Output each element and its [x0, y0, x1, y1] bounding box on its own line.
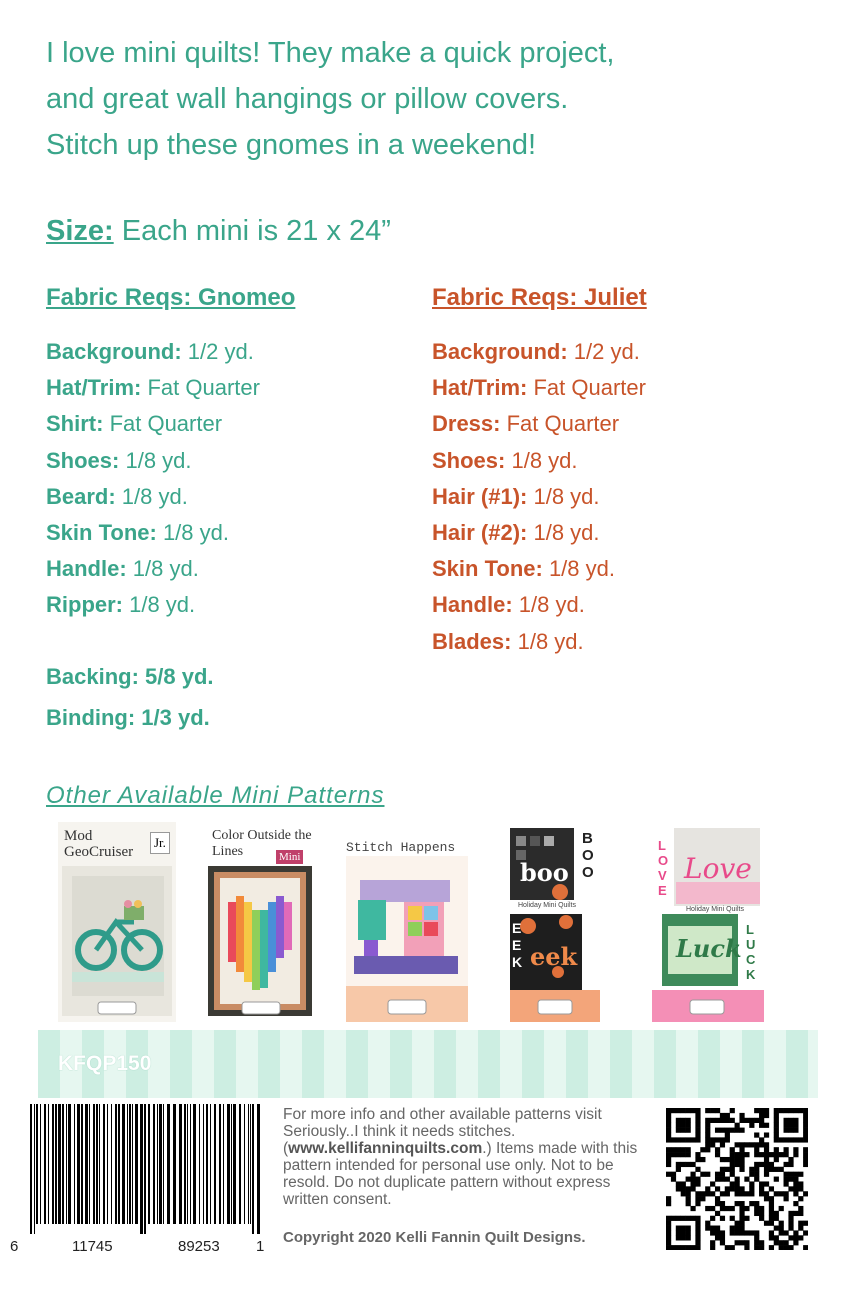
backing-binding [46, 656, 214, 738]
pattern-info [283, 1106, 653, 1208]
backing-req: Backing: 5/8 yd. [46, 664, 214, 689]
req-value: 1/2 yd. [181, 339, 254, 364]
intro-line: and great wall hangings or pillow covers. [46, 83, 569, 115]
gnomeo-fabric-reqs [46, 280, 295, 624]
req-value: 1/8 yd. [115, 483, 188, 509]
req-item [432, 370, 647, 406]
req-label: Background: [432, 339, 568, 364]
info-text: For more info and other available patterns visit Seriously..I think it needs stitches. ( [283, 1106, 602, 1157]
product-code-band [38, 1030, 818, 1098]
req-value: 1/2 yd. [567, 339, 640, 364]
req-label: Ripper: [46, 592, 123, 618]
product-code: KFQP150 [58, 1052, 152, 1075]
intro-text [46, 30, 826, 168]
boo-side-letters: BOO [582, 830, 594, 881]
req-value: 1/8 yd. [527, 520, 600, 546]
luck-side-letters: LUCK [746, 922, 756, 982]
req-item [46, 551, 295, 587]
holiday-subtitle: Holiday Mini Quilts [686, 906, 744, 913]
pattern-thumbnails [58, 822, 768, 1022]
barcode-digit: 11745 [72, 1238, 113, 1255]
req-item [432, 479, 647, 515]
req-item [432, 443, 647, 479]
req-label: Skin Tone: [432, 556, 543, 582]
req-item [432, 334, 647, 370]
req-label: Shoes: [432, 447, 506, 473]
size-label: Size: [46, 215, 114, 247]
req-item [432, 587, 647, 623]
pattern-title: Stitch Happens [346, 840, 456, 855]
eek-word: eek [530, 942, 578, 971]
gnomeo-title: Fabric Reqs: Gnomeo [46, 284, 296, 311]
barcode-digit: 6 [10, 1238, 19, 1255]
req-value: Fat Quarter [103, 411, 223, 437]
pattern-badge: Mini [276, 850, 303, 864]
req-label: Shirt: [46, 411, 104, 437]
req-label: Handle: [432, 592, 513, 618]
pattern-thumb-mod-geocruiser[interactable] [58, 822, 176, 1022]
pattern-badge: Jr. [150, 832, 170, 854]
req-item [432, 624, 647, 660]
req-value: 1/8 yd. [527, 483, 600, 509]
req-value: Fat Quarter [527, 375, 646, 401]
req-label: Hat/Trim: [46, 375, 142, 401]
qr-code[interactable] [666, 1108, 808, 1250]
req-item [46, 587, 295, 623]
size-text: Each mini is 21 x 24” [113, 215, 391, 247]
req-item [46, 406, 295, 442]
boo-word: boo [520, 858, 569, 887]
intro-line: Stitch up these gnomes in a weekend! [46, 129, 537, 161]
pattern-thumb-love-luck[interactable] [652, 822, 764, 1022]
binding-req: Binding: 1/3 yd. [46, 705, 210, 730]
intro-line: I love mini quilts! They make a quick project, [46, 37, 615, 69]
love-word: Love [684, 852, 752, 885]
req-item [432, 515, 647, 551]
req-label: Hair (#2): [432, 520, 528, 546]
req-item [46, 443, 295, 479]
req-value: 1/8 yd. [505, 447, 578, 473]
barcode-digit: 89253 [178, 1238, 220, 1255]
barcode-bars [26, 1104, 266, 1234]
barcode [26, 1104, 266, 1264]
req-value: 1/8 yd. [542, 556, 615, 582]
req-item [432, 551, 647, 587]
req-label: Background: [46, 339, 182, 364]
req-label: Beard: [46, 483, 116, 509]
juliet-title: Fabric Reqs: Juliet [432, 284, 647, 311]
pattern-title: Color Outside the Lines [212, 828, 312, 859]
luck-word: Luck [676, 934, 742, 963]
req-item [46, 370, 295, 406]
req-value: 1/8 yd. [123, 592, 196, 618]
req-label: Skin Tone: [46, 520, 157, 546]
req-value: Fat Quarter [500, 411, 620, 437]
req-item [46, 515, 295, 551]
website-link[interactable]: www.kellifanninquilts.com [288, 1140, 483, 1157]
info-text: .) Items made with this pattern intended for personal use only. Not to be resold. Do not duplicate pattern without express written consent. [283, 1140, 638, 1208]
req-value: 1/8 yd. [511, 628, 584, 654]
req-value: 1/8 yd. [126, 556, 199, 582]
pattern-thumb-stitch-happens[interactable] [344, 822, 470, 1022]
req-item [432, 406, 647, 442]
req-label: Hair (#1): [432, 483, 528, 509]
eek-side-letters: EEK [512, 920, 523, 970]
req-item [46, 334, 295, 370]
req-value: 1/8 yd. [512, 592, 585, 618]
juliet-fabric-reqs [432, 280, 647, 660]
req-value: Fat Quarter [141, 375, 260, 401]
copyright: Copyright 2020 Kelli Fannin Quilt Designs. [283, 1229, 586, 1246]
size-line [46, 215, 391, 248]
pattern-thumb-boo-eek[interactable] [508, 822, 600, 1022]
req-label: Shoes: [46, 447, 120, 473]
qr-code-graphic [666, 1108, 808, 1250]
love-side-letters: LOVE [658, 838, 669, 898]
req-label: Dress: [432, 411, 501, 437]
holiday-subtitle: Holiday Mini Quilts [518, 902, 576, 909]
other-patterns-title: Other Available Mini Patterns [46, 782, 385, 809]
req-label: Blades: [432, 628, 512, 654]
req-value: 1/8 yd. [119, 447, 192, 473]
pattern-thumb-color-outside-the-lines[interactable] [206, 822, 314, 1022]
req-item [46, 479, 295, 515]
pattern-title: Mod GeoCruiser [64, 828, 134, 860]
req-label: Handle: [46, 556, 127, 582]
barcode-digit: 1 [256, 1238, 265, 1255]
req-label: Hat/Trim: [432, 375, 528, 401]
req-value: 1/8 yd. [156, 520, 229, 546]
